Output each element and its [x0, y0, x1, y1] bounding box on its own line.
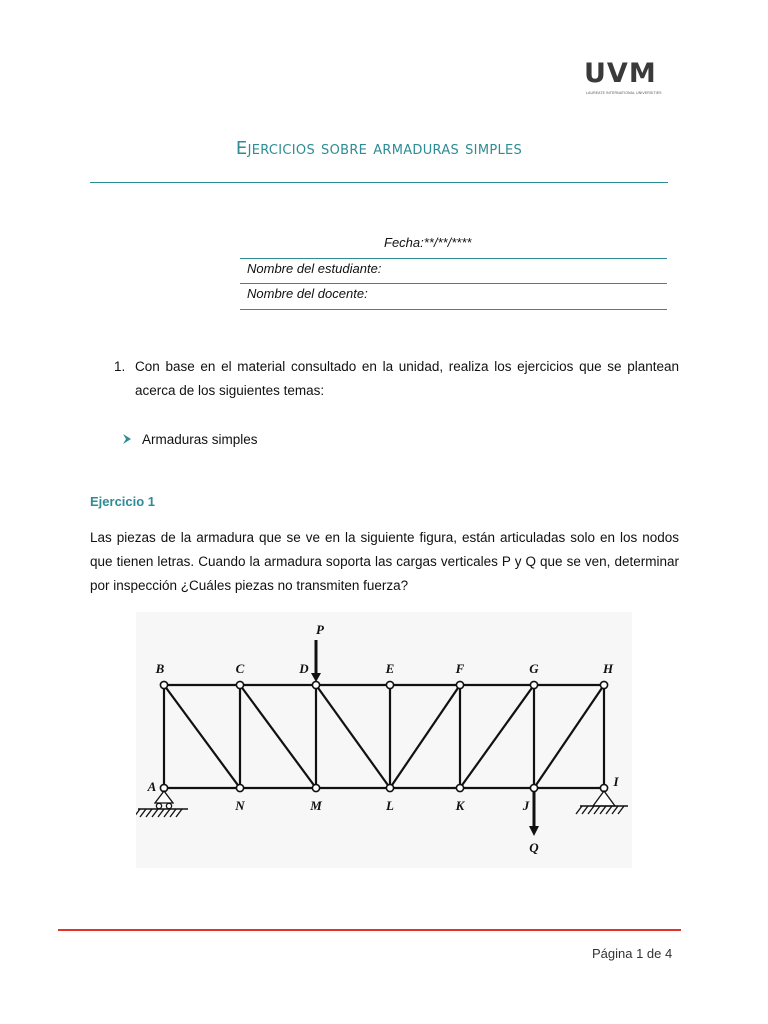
truss-node — [236, 784, 243, 791]
teacher-name-label: Nombre del docente: — [247, 286, 368, 301]
truss-node — [600, 681, 607, 688]
node-label: P — [316, 622, 324, 637]
node-label: M — [310, 798, 322, 813]
node-label: H — [602, 661, 614, 676]
bullet-item-text: Armaduras simples — [142, 432, 258, 447]
truss-node — [312, 681, 319, 688]
uvm-logo — [584, 58, 668, 102]
roller-icon — [166, 803, 171, 808]
node-label: F — [455, 661, 465, 676]
student-name-label: Nombre del estudiante: — [247, 261, 382, 276]
node-label: C — [235, 661, 245, 676]
roller-icon — [156, 803, 161, 808]
form-divider — [240, 283, 667, 284]
arrow-bullet-icon — [122, 433, 132, 445]
form-divider — [240, 309, 667, 310]
node-label: K — [455, 798, 465, 813]
node-label: B — [155, 661, 165, 676]
logo-subtitle: LAUREATE INTERNATIONAL UNIVERSITIES — [586, 91, 662, 95]
footer-divider — [58, 929, 681, 931]
node-label: G — [529, 661, 539, 676]
truss-node — [386, 681, 393, 688]
truss-node — [160, 681, 167, 688]
truss-node — [312, 784, 319, 791]
form-divider — [240, 258, 667, 259]
truss-node — [236, 681, 243, 688]
truss-node — [530, 681, 537, 688]
title-divider — [90, 182, 668, 183]
node-label: L — [386, 798, 394, 813]
truss-node — [456, 681, 463, 688]
exercise-heading: Ejercicio 1 — [90, 494, 156, 509]
truss-figure — [136, 612, 632, 868]
exercise-text: Las piezas de la armadura que se ve en la siguiente figura, están articuladas solo en los nodos que tienen letras. Cuando la armadura soporta las cargas verticales P y Q que se ven, determinar por inspección ¿Cuáles piezas no transmiten fuerza? — [90, 530, 679, 593]
list-item-number: 1. — [114, 359, 126, 374]
node-label: D — [299, 661, 309, 676]
logo-text: UVM — [584, 58, 657, 89]
truss-node — [456, 784, 463, 791]
node-label: E — [385, 661, 395, 676]
truss-node — [386, 784, 393, 791]
node-label: Q — [529, 840, 539, 855]
node-label: J — [522, 798, 530, 813]
page-number: Página 1 de 4 — [592, 946, 673, 961]
node-label: N — [235, 798, 245, 813]
node-label: A — [147, 779, 157, 794]
date-field-label: Fecha:**/**/**** — [384, 235, 472, 250]
list-item-text: Con base en el material consultado en la unidad, realiza los ejercicios que se plantean acerca de los siguientes temas: — [135, 359, 679, 398]
truss-node — [530, 784, 537, 791]
node-label: I — [613, 774, 619, 789]
document-title: Ejercicios sobre armaduras simples — [235, 138, 523, 159]
